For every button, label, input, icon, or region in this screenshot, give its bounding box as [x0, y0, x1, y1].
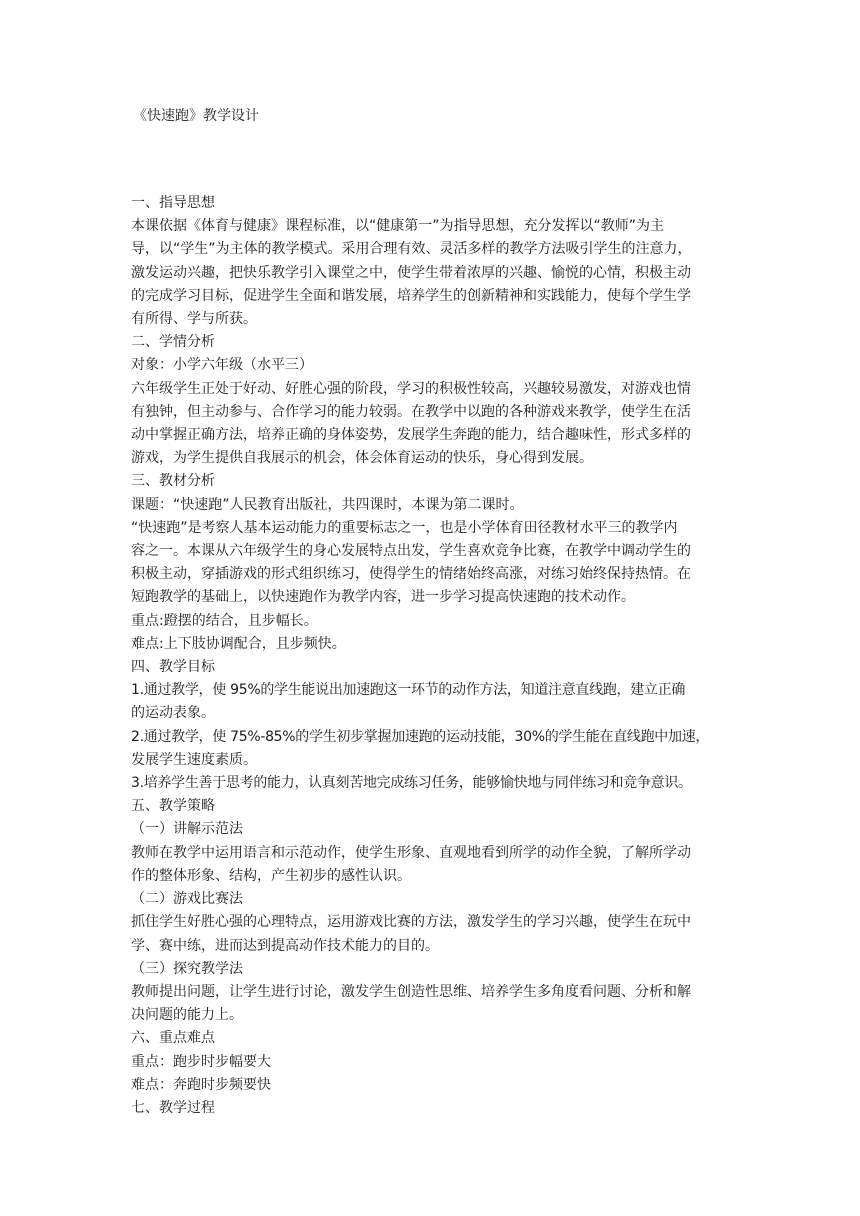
- paragraph-line: 导，以“学生”为主体的教学模式。采用合理有效、灵活多样的教学方法吸引学生的注意力，: [131, 241, 692, 258]
- paragraph-line: 有独钟，但主动参与、合作学习的能力较弱。在教学中以跑的各种游戏来教学，使学生在活: [131, 403, 691, 420]
- paragraph-line: 六年级学生正处于好动、好胜心强的阶段，学习的积极性较高，兴趣较易激发，对游戏也情: [131, 380, 691, 397]
- section-heading: 四、教学目标: [131, 659, 215, 676]
- paragraph-line: 重点：跑步时步幅要大: [131, 1053, 271, 1070]
- paragraph-line: 重点:蹬摆的结合，且步幅长。: [131, 612, 318, 629]
- subsection-heading: （二）游戏比赛法: [131, 891, 243, 908]
- paragraph-line: 教师提出问题，让学生进行讨论，激发学生创造性思维、培养学生多角度看问题、分析和解: [131, 983, 691, 1000]
- paragraph-line: 作的整体形象、结构，产生初步的感性认识。: [131, 867, 411, 884]
- paragraph-line: 游戏，为学生提供自我展示的机会，体会体育运动的快乐，身心得到发展。: [131, 450, 593, 467]
- document-title: 《快速跑》教学设计: [133, 108, 259, 124]
- paragraph-line: 积极主动，穿插游戏的形式组织练习，使得学生的情绪始终高涨，对练习始终保持热情。在: [131, 566, 691, 583]
- paragraph-line: 教师在教学中运用语言和示范动作，使学生形象、直观地看到所学的动作全貌，了解所学动: [131, 844, 691, 861]
- paragraph-line: 对象：小学六年级（水平三）: [131, 357, 313, 374]
- paragraph-line: 本课依据《体育与健康》课程标准，以“健康第一”为指导思想，充分发挥以“教师”为主: [131, 218, 665, 235]
- paragraph-line: 课题：“快速跑”人民教育出版社，共四课时，本课为第二课时。: [131, 496, 524, 513]
- paragraph-line: 发展学生速度素质。: [131, 751, 257, 768]
- section-heading: 七、教学过程: [131, 1099, 215, 1116]
- section-heading: 三、教材分析: [131, 473, 215, 490]
- paragraph-line: 决问题的能力上。: [131, 1007, 243, 1024]
- paragraph-line: 学、赛中练，进而达到提高动作技术能力的目的。: [131, 937, 439, 954]
- subsection-heading: （一）讲解示范法: [131, 821, 243, 838]
- paragraph-line: 容之一。本课从六年级学生的身心发展特点出发，学生喜欢竞争比赛，在教学中调动学生的: [131, 543, 691, 560]
- paragraph-line: 动中掌握正确方法，培养正确的身体姿势，发展学生奔跑的能力，结合趣味性，形式多样的: [131, 427, 691, 444]
- section-heading: 六、重点难点: [131, 1030, 215, 1047]
- paragraph-line: 有所得、学与所获。: [131, 311, 257, 328]
- paragraph-line: 2.通过教学，使 75%-85%的学生初步掌握加速跑的运动技能，30%的学生能在直线跑中加速，: [131, 728, 710, 745]
- section-heading: 五、教学策略: [131, 798, 215, 815]
- paragraph-line: 难点：奔跑时步频要快: [131, 1076, 271, 1093]
- paragraph-line: 短跑教学的基础上，以快速跑作为教学内容，进一步学习提高快速跑的技术动作。: [131, 589, 635, 606]
- paragraph-line: 激发运动兴趣，把快乐教学引入课堂之中，使学生带着浓厚的兴趣、愉悦的心情，积极主动: [131, 264, 691, 281]
- paragraph-line: 抓住学生好胜心强的心理特点，运用游戏比赛的方法，激发学生的学习兴趣，使学生在玩中: [131, 914, 691, 931]
- paragraph-line: 1.通过教学，使 95%的学生能说出加速跑这一环节的动作方法，知道注意直线跑，建立正确: [131, 682, 686, 699]
- section-heading: 一、指导思想: [131, 195, 215, 211]
- paragraph-line: “快速跑”是考察人基本运动能力的重要标志之一，也是小学体育田径教材水平三的教学内: [131, 519, 678, 536]
- paragraph-line: 的运动表象。: [131, 705, 215, 722]
- section-heading: 二、学情分析: [131, 334, 215, 351]
- paragraph-line: 难点:上下肢协调配合，且步频快。: [131, 635, 346, 652]
- paragraph-line: 的完成学习目标，促进学生全面和谐发展，培养学生的创新精神和实践能力，使每个学生学: [131, 287, 691, 304]
- paragraph-line: 3.培养学生善于思考的能力，认真刻苦地完成练习任务，能够愉快地与同伴练习和竞争意识。: [131, 775, 692, 792]
- subsection-heading: （三）探究教学法: [131, 960, 243, 977]
- document-body: [131, 192, 741, 1120]
